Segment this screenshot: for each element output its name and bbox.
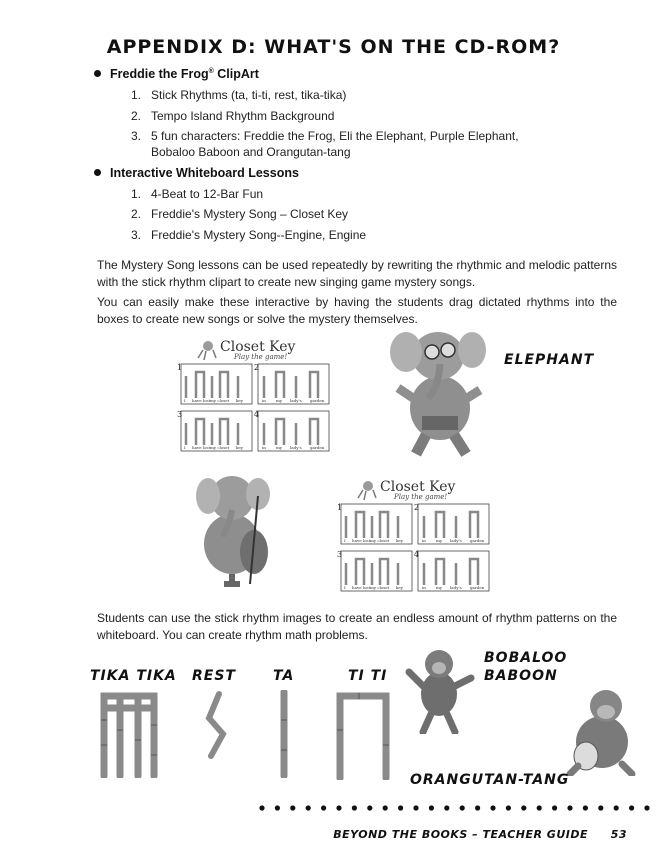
item-number: 1. [131,88,142,102]
closet-key-card [176,336,334,456]
lyric: key [396,538,404,543]
paragraph-interactive: You can easily make these interactive by having the students drag dictated rhythms into the boxes to create new songs or solve the mystery themselves. [97,295,617,326]
lyric: garden [470,538,485,543]
lyric: have lost [192,398,211,403]
box-number: 4 [414,550,420,559]
card-subtitle: Play the game! [234,353,288,361]
lyric: I [184,398,186,403]
list-item [131,207,348,221]
item-text: 4-Beat to 12-Bar Fun [151,187,264,201]
item-text: 5 fun characters: Freddie the Frog, Eli the Elephant, Purple Elephant, [151,129,519,143]
item-number: 2. [131,109,142,123]
lyric: garden [310,445,325,450]
lyric: garden [310,398,325,403]
divider-dot [413,805,418,810]
lyric: have lost [352,585,371,590]
box-number: 2 [254,363,260,372]
lyric: lady's [290,445,302,450]
registered-mark: ® [208,67,214,75]
page-footer [333,828,627,841]
divider-dot [629,805,634,810]
lyric: I [344,585,346,590]
bullet-dot [94,70,101,77]
item-text: Freddie's Mystery Song--Engine, Engine [151,228,367,242]
frog-icon [198,341,216,360]
divider-dot [552,805,557,810]
item-number: 1. [131,187,142,201]
lyric: in [262,445,266,450]
orangutan-tang-image [562,684,636,776]
lyric: my closet [370,538,390,543]
lyric: my [276,398,283,403]
lyric: I [184,445,186,450]
list-item [131,88,346,102]
label-ta: TA [273,668,295,684]
divider-dot [521,805,526,810]
divider-dot [383,805,388,810]
divider-dot [336,805,341,810]
paragraph-rhythm-patterns: Students can use the stick rhythm images to create an endless amount of rhythm patterns on the whiteboard. You can create rhythm math problems. [97,611,617,642]
divider-dot [398,805,403,810]
eli-elephant-dancing-image [388,320,488,458]
divider-dot [367,805,372,810]
divider-dot [537,805,542,810]
divider-dot [475,805,480,810]
label-rest: REST [192,668,236,684]
divider-dot [460,805,465,810]
lyric: key [236,398,244,403]
divider-dot [275,805,280,810]
list-item [131,228,366,242]
lyric: my closet [210,398,230,403]
item-text: Tempo Island Rhythm Background [151,109,335,123]
lyric: in [422,538,426,543]
bobaloo-baboon-image [405,642,477,734]
divider-dot [614,805,619,810]
divider-dot [321,805,326,810]
lyric: my [436,585,443,590]
bullet-dot [94,169,101,176]
box-number: 1 [337,503,343,512]
lyric: my [276,445,283,450]
paragraph-mystery-song: The Mystery Song lessons can be used repeatedly by rewriting the rhythmic and melodic patterns with the stick rhythm clipart to create new singing game mystery songs. [97,258,617,289]
lyric: lady's [450,585,462,590]
bullet-whiteboard [94,166,299,180]
list-item [131,129,519,143]
lyric: my [436,538,443,543]
label-tika-tika: TIKA TIKA [90,668,177,684]
lyric: have lost [352,538,371,543]
lyric: I [344,538,346,543]
label-orangutan-tang: ORANGUTAN-TANG [410,772,570,788]
box-number: 1 [177,363,183,372]
list-item-continuation: Bobaloo Baboon and Orangutan-tang [151,145,351,159]
lyric: lady's [290,398,302,403]
divider-dot [506,805,511,810]
lyric: my closet [370,585,390,590]
tika-tika-stick-image [98,690,160,778]
lyric: key [396,585,404,590]
purple-elephant-cello-image [192,466,284,590]
ta-stick-image [277,690,291,778]
card-subtitle: Play the game! [394,493,448,501]
list-item [131,109,334,123]
item-text: Stick Rhythms (ta, ti-ti, rest, tika-tika) [151,88,347,102]
box-number: 2 [414,503,420,512]
dotted-divider [258,799,658,807]
page-title: APPENDIX D: WHAT'S ON THE CD-ROM? [106,36,561,58]
divider-dot [290,805,295,810]
lyric: garden [470,585,485,590]
card-title: Closet Key [380,479,456,495]
footer-text: BEYOND THE BOOKS – TEACHER GUIDE [333,828,588,841]
divider-dot [644,805,649,810]
divider-dot [429,805,434,810]
bullet-clipart [94,67,259,81]
box-number: 4 [254,410,260,419]
frog-icon [358,481,376,500]
divider-dot [306,805,311,810]
divider-dot [583,805,588,810]
divider-dot [259,805,264,810]
card-title: Closet Key [220,339,296,355]
divider-dot [444,805,449,810]
whiteboard-heading: Interactive Whiteboard Lessons [110,166,299,180]
rest-stick-image [201,690,231,760]
page-number: 53 [610,828,627,841]
divider-dot [490,805,495,810]
lyric: in [262,398,266,403]
item-number: 2. [131,207,142,221]
ti-ti-stick-image [334,690,392,780]
list-item [131,187,263,201]
box-number: 3 [177,410,183,419]
item-text: Freddie's Mystery Song – Closet Key [151,207,349,221]
lyric: my closet [210,445,230,450]
closet-key-card-graphic [336,476,494,596]
box-number: 3 [337,550,343,559]
divider-dot [567,805,572,810]
lyric: key [236,445,244,450]
label-baboon: BABOON [484,668,558,684]
closet-key-card [336,476,494,596]
label-ti-ti: TI TI [348,668,388,684]
label-bobaloo: BOBALOO [484,650,568,666]
divider-dot [352,805,357,810]
lyric: have lost [192,445,211,450]
label-elephant: ELEPHANT [504,352,595,368]
lyric: lady's [450,538,462,543]
closet-key-card-graphic [176,336,334,456]
item-number: 3. [131,129,142,143]
clipart-heading-suffix: ClipArt [213,67,259,81]
clipart-heading: Freddie the Frog [110,67,209,81]
divider-dot [598,805,603,810]
lyric: in [422,585,426,590]
item-number: 3. [131,228,142,242]
